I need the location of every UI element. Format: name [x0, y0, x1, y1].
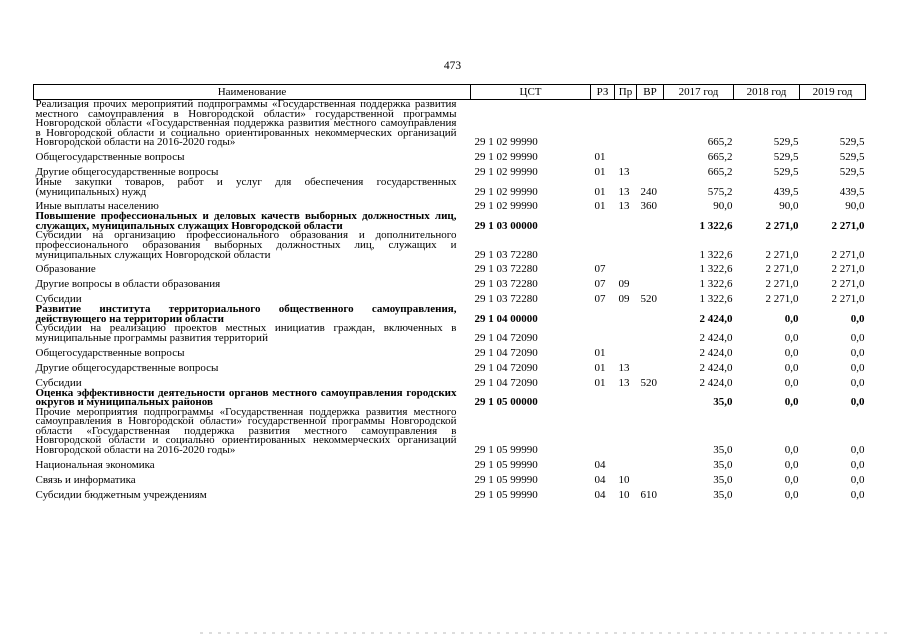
- table-row: [34, 471, 866, 486]
- cell-y2017: 2 424,0: [699, 376, 733, 389]
- cell-vr: 520: [640, 293, 657, 306]
- cell-rz: 01: [594, 150, 606, 163]
- cell-y2019: 0,0: [850, 376, 865, 389]
- cell-vr: [637, 212, 664, 231]
- cell-cst: 29 1 02 99990: [474, 200, 538, 213]
- cell-rz: [591, 389, 615, 408]
- cell-y2017: 1 322,6: [699, 263, 733, 276]
- cell-vr: [637, 344, 664, 359]
- cell-cst: 29 1 03 72280: [474, 278, 538, 291]
- cell-y2018: 0,0: [784, 396, 799, 409]
- cell-vr: [637, 231, 664, 260]
- cell-vr: 610: [640, 488, 657, 501]
- cell-pr: 13: [618, 200, 630, 213]
- cell-pr: [615, 456, 637, 471]
- cell-pr: [615, 324, 637, 343]
- cell-y2017: 665,2: [707, 136, 733, 149]
- cell-y2017: 1 322,6: [699, 248, 733, 261]
- cell-y2019: 0,0: [850, 396, 865, 409]
- cell-vr: 240: [640, 185, 657, 198]
- cell-cst: 29 1 03 00000: [474, 219, 538, 232]
- cell-y2017: 35,0: [713, 396, 733, 409]
- cell-y2019: 0,0: [850, 346, 865, 359]
- cell-rz: [591, 100, 615, 148]
- cell-cst: 29 1 03 72280: [474, 248, 538, 261]
- cell-y2017: 665,2: [707, 150, 733, 163]
- cell-name: Иные закупки товаров, работ и услуг для обеспечения государственных (муниципальных) нужд: [35, 175, 457, 198]
- cell-vr: [637, 471, 664, 486]
- cell-pr: [615, 389, 637, 408]
- table-row: [34, 178, 866, 197]
- cell-y2019: 2 271,0: [831, 248, 865, 261]
- cell-y2019: 0,0: [850, 488, 865, 501]
- cell-y2017: 35,0: [713, 458, 733, 471]
- cell-cst: 29 1 04 72090: [474, 346, 538, 359]
- cell-vr: [637, 305, 664, 324]
- cell-pr: [615, 344, 637, 359]
- cell-rz: 07: [594, 263, 606, 276]
- table-row: [34, 231, 866, 260]
- cell-y2017: 1 322,6: [699, 219, 733, 232]
- cell-pr: [615, 100, 637, 148]
- header-2017: 2017 год: [664, 85, 734, 100]
- cell-y2019: 2 271,0: [831, 219, 865, 232]
- cell-y2018: 0,0: [784, 473, 799, 486]
- cell-y2018: 529,5: [773, 165, 799, 178]
- table-row: [34, 408, 866, 456]
- cell-rz: 04: [594, 488, 606, 501]
- cell-y2018: 2 271,0: [765, 248, 799, 261]
- cell-y2019: 0,0: [850, 361, 865, 374]
- cell-rz: 01: [594, 200, 606, 213]
- cell-rz: [591, 324, 615, 343]
- table-row: [34, 486, 866, 501]
- cell-vr: 360: [640, 200, 657, 213]
- header-pr: Пр: [615, 85, 637, 100]
- cell-cst: 29 1 02 99990: [474, 165, 538, 178]
- cell-y2019: 0,0: [850, 458, 865, 471]
- cell-name: Субсидии бюджетным учреждениям: [35, 488, 207, 501]
- cell-name: Другие общегосударственные вопросы: [35, 361, 219, 374]
- cell-pr: [615, 408, 637, 456]
- cell-rz: 01: [594, 376, 606, 389]
- cell-y2018: 2 271,0: [765, 293, 799, 306]
- cell-rz: 01: [594, 361, 606, 374]
- cell-vr: [637, 359, 664, 374]
- cell-name: Субсидии на реализацию проектов местных инициатив граждан, включенных в муниципальные программы развития территорий: [35, 322, 457, 344]
- cell-y2018: 0,0: [784, 488, 799, 501]
- cell-cst: 29 1 03 72280: [474, 263, 538, 276]
- page-number: 473: [443, 60, 462, 72]
- cell-y2018: 0,0: [784, 458, 799, 471]
- cell-pr: [615, 148, 637, 163]
- cell-y2017: 2 424,0: [699, 331, 733, 344]
- cell-name: Общегосударственные вопросы: [35, 346, 185, 359]
- cell-rz: 07: [594, 293, 606, 306]
- cell-cst: 29 1 05 99990: [474, 473, 538, 486]
- cell-vr: [637, 100, 664, 148]
- cell-y2019: 0,0: [850, 331, 865, 344]
- cell-name: Другие общегосударственные вопросы: [35, 165, 219, 178]
- cell-rz: 01: [594, 185, 606, 198]
- cell-y2019: 529,5: [839, 150, 865, 163]
- cell-y2018: 2 271,0: [765, 278, 799, 291]
- table-row: [34, 359, 866, 374]
- cell-y2018: 2 271,0: [765, 263, 799, 276]
- cell-pr: 13: [618, 165, 630, 178]
- cell-y2017: 2 424,0: [699, 361, 733, 374]
- cell-y2017: 2 424,0: [699, 346, 733, 359]
- cell-y2019: 2 271,0: [831, 278, 865, 291]
- header-name: Наименование: [34, 85, 471, 100]
- header-rz: РЗ: [591, 85, 615, 100]
- cell-rz: [591, 305, 615, 324]
- table-row: [34, 324, 866, 343]
- cell-name: Субсидии: [35, 376, 82, 389]
- cell-y2019: 90,0: [845, 200, 865, 213]
- cell-cst: 29 1 05 99990: [474, 444, 538, 457]
- cell-y2017: 2 424,0: [699, 312, 733, 325]
- cell-cst: 29 1 05 00000: [474, 396, 538, 409]
- cell-y2018: 529,5: [773, 136, 799, 149]
- scan-noise-strip: [200, 632, 890, 634]
- cell-rz: 07: [594, 278, 606, 291]
- cell-y2017: 35,0: [713, 444, 733, 457]
- cell-vr: [637, 389, 664, 408]
- cell-pr: 10: [618, 488, 630, 501]
- cell-cst: 29 1 02 99990: [474, 150, 538, 163]
- cell-cst: 29 1 04 72090: [474, 376, 538, 389]
- cell-y2019: 2 271,0: [831, 263, 865, 276]
- cell-y2019: 439,5: [839, 185, 865, 198]
- cell-y2018: 90,0: [779, 200, 799, 213]
- cell-name: Прочие мероприятия подпрограммы «Государственная поддержка развития местного самоуправления в Новгородской области» государственной программы Новгородской области «Государственная поддержка развития местного самоуправления в Новгородской области и социально ориентированных некоммерческих организаций Новгородской области на 2016-2020 годы»: [35, 405, 457, 457]
- cell-vr: [637, 163, 664, 178]
- cell-y2018: 0,0: [784, 376, 799, 389]
- cell-pr: [615, 212, 637, 231]
- cell-y2018: 0,0: [784, 346, 799, 359]
- cell-pr: 13: [618, 185, 630, 198]
- cell-vr: [637, 275, 664, 290]
- cell-y2017: 90,0: [713, 200, 733, 213]
- cell-name: Национальная экономика: [35, 458, 155, 471]
- cell-y2018: 439,5: [773, 185, 799, 198]
- cell-name: Субсидии на организацию профессионального образования и дополнительного профессионального образования выборных должностных лиц, служащих и муниципальных служащих Новгородской области: [35, 229, 457, 261]
- cell-vr: [637, 408, 664, 456]
- cell-name: Развитие института территориального общественного самоуправления, действующего на территории области: [35, 303, 457, 325]
- cell-cst: 29 1 04 00000: [474, 312, 538, 325]
- cell-y2018: 0,0: [784, 361, 799, 374]
- table-row: [34, 344, 866, 359]
- cell-name: Субсидии: [35, 293, 82, 306]
- header-2019: 2019 год: [800, 85, 866, 100]
- cell-pr: 09: [618, 293, 630, 306]
- cell-y2017: 35,0: [713, 488, 733, 501]
- cell-y2018: 0,0: [784, 444, 799, 457]
- cell-name: Повышение профессиональных и деловых качеств выборных должностных лиц, служащих, муниципальных служащих Новгородской области: [35, 210, 457, 232]
- cell-y2018: 0,0: [784, 331, 799, 344]
- cell-name: Другие вопросы в области образования: [35, 278, 221, 291]
- cell-y2019: 2 271,0: [831, 293, 865, 306]
- cell-name: Иные выплаты населению: [35, 200, 159, 213]
- cell-rz: [591, 212, 615, 231]
- cell-y2017: 665,2: [707, 165, 733, 178]
- table-row: [34, 100, 866, 148]
- table-row: [34, 389, 866, 408]
- cell-pr: [615, 260, 637, 275]
- cell-name: Образование: [35, 263, 96, 276]
- cell-vr: [637, 148, 664, 163]
- cell-cst: 29 1 03 72280: [474, 293, 538, 306]
- cell-pr: 13: [618, 361, 630, 374]
- cell-y2017: 1 322,6: [699, 293, 733, 306]
- cell-y2017: 1 322,6: [699, 278, 733, 291]
- cell-rz: [591, 408, 615, 456]
- cell-y2017: 35,0: [713, 473, 733, 486]
- cell-rz: [591, 231, 615, 260]
- header-cst: ЦСТ: [471, 85, 591, 100]
- budget-table: [33, 84, 866, 501]
- cell-vr: [637, 324, 664, 343]
- cell-y2018: 529,5: [773, 150, 799, 163]
- header-2018: 2018 год: [734, 85, 800, 100]
- cell-vr: [637, 260, 664, 275]
- cell-name: Общегосударственные вопросы: [35, 150, 185, 163]
- cell-y2017: 575,2: [707, 185, 733, 198]
- cell-cst: 29 1 02 99990: [474, 185, 538, 198]
- cell-name: Реализация прочих мероприятий подпрограммы «Государственная поддержка развития местного самоуправления в Новгородской области» государственной программы Новгородской области «Государственная поддержка развития местного самоуправления в Новгородской области и социально ориентированных некоммерческих организаций Новгородской области на 2016-2020 годы»: [35, 98, 457, 149]
- cell-cst: 29 1 04 72090: [474, 331, 538, 344]
- table-row: [34, 260, 866, 275]
- table-row: [34, 275, 866, 290]
- cell-pr: [615, 231, 637, 260]
- cell-name: Связь и информатика: [35, 473, 136, 486]
- cell-pr: 13: [618, 376, 630, 389]
- cell-y2019: 529,5: [839, 136, 865, 149]
- table-body: [34, 100, 866, 501]
- header-vr: ВР: [637, 85, 664, 100]
- cell-rz: 01: [594, 346, 606, 359]
- cell-cst: 29 1 02 99990: [474, 136, 538, 149]
- table-row: [34, 148, 866, 163]
- table-row: [34, 456, 866, 471]
- cell-rz: 01: [594, 165, 606, 178]
- cell-cst: 29 1 05 99990: [474, 458, 538, 471]
- cell-pr: [615, 305, 637, 324]
- cell-y2019: 0,0: [850, 312, 865, 325]
- cell-y2018: 0,0: [784, 312, 799, 325]
- cell-cst: 29 1 05 99990: [474, 488, 538, 501]
- cell-vr: [637, 456, 664, 471]
- cell-y2019: 0,0: [850, 473, 865, 486]
- cell-rz: 04: [594, 473, 606, 486]
- cell-y2018: 2 271,0: [765, 219, 799, 232]
- cell-pr: 10: [618, 473, 630, 486]
- cell-vr: 520: [640, 376, 657, 389]
- cell-y2019: 0,0: [850, 444, 865, 457]
- cell-y2019: 529,5: [839, 165, 865, 178]
- cell-cst: 29 1 04 72090: [474, 361, 538, 374]
- cell-pr: 09: [618, 278, 630, 291]
- cell-name: Оценка эффективности деятельности органов местного самоуправления городских округов и муниципальных районов: [35, 386, 457, 409]
- cell-rz: 04: [594, 458, 606, 471]
